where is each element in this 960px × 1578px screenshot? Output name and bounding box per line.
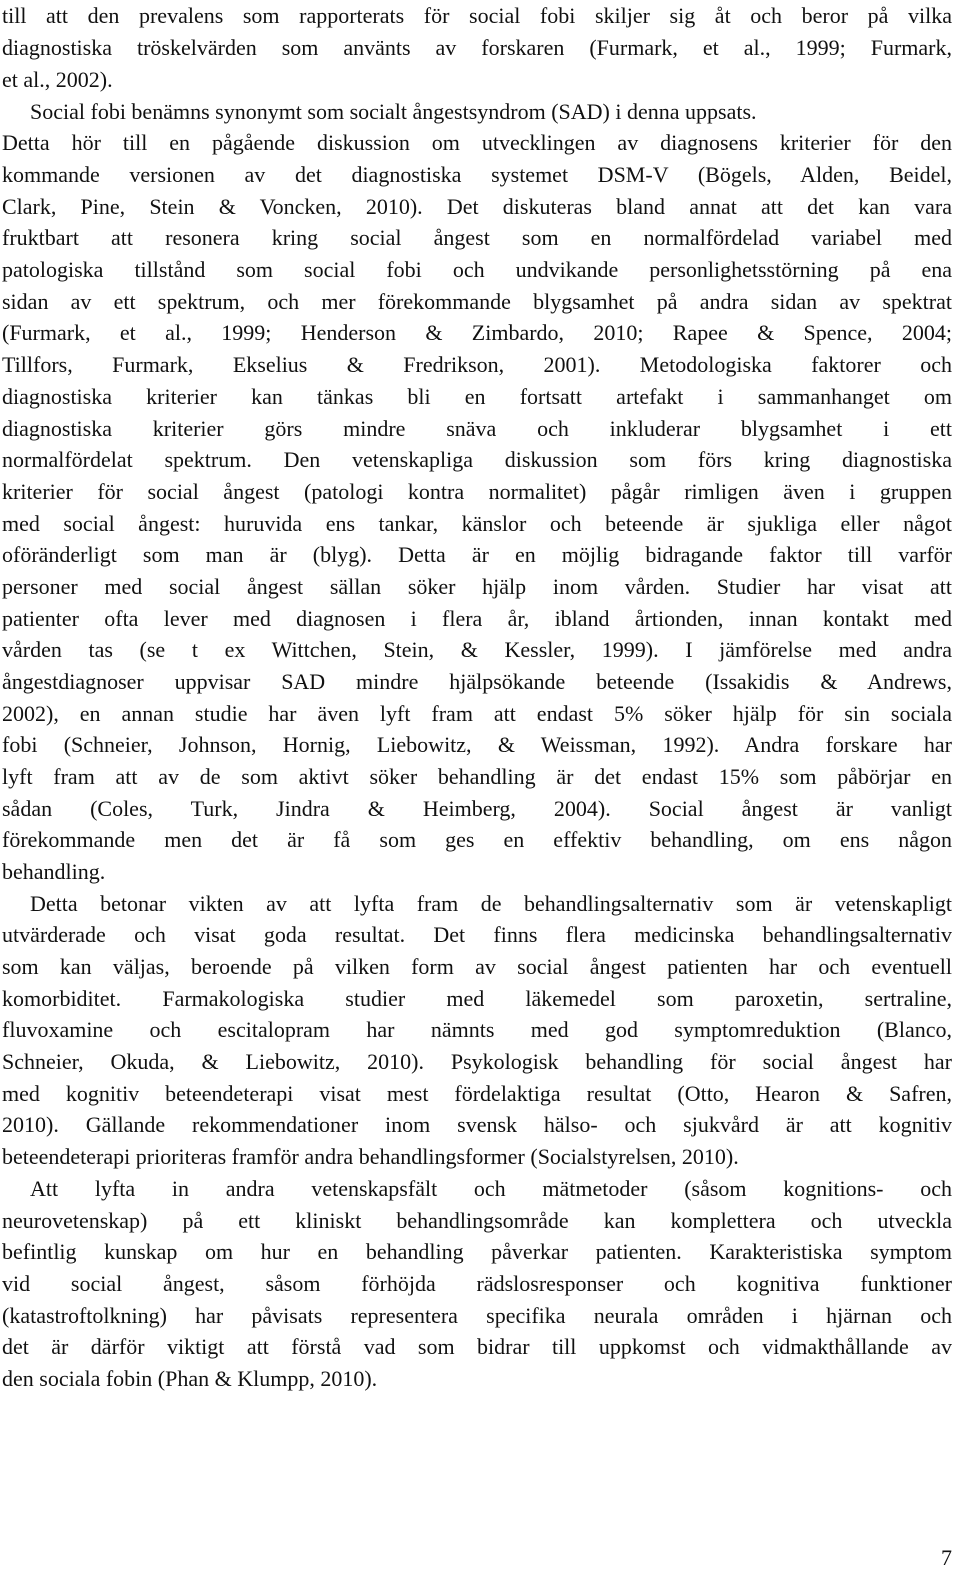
text-line: vården tas (se t ex Wittchen, Stein, & Kessler, 1999). I jämförelse med andra <box>2 637 952 662</box>
text-line: vid social ångest, såsom förhöjda rädslosresponser och kognitiva funktioner <box>2 1271 952 1296</box>
text-line: fruktbart att resonera kring social ångest som en normalfördelad variabel med <box>2 225 952 250</box>
text-line: Att lyfta in andra vetenskapsfält och mätmetoder (såsom kognitions- och <box>30 1176 952 1201</box>
text-line: med kognitiv beteendeterapi visat mest fördelaktiga resultat (Otto, Hearon & Safren, <box>2 1081 952 1106</box>
text-line: kommande versionen av det diagnostiska systemet DSM-V (Bögels, Alden, Beidel, <box>2 162 952 187</box>
text-line: sådan (Coles, Turk, Jindra & Heimberg, 2004). Social ångest är vanligt <box>2 796 952 821</box>
text-line: 2002), en annan studie har även lyft fram att endast 5% söker hjälp för sin sociala <box>2 701 952 726</box>
text-line: med social ångest: huruvida ens tankar, känslor och beteende är sjukliga eller något <box>2 511 952 536</box>
text-line: som kan väljas, beroende på vilken form av social ångest patienten har och eventuell <box>2 954 952 979</box>
text-line: diagnostiska kriterier kan tänkas bli en fortsatt artefakt i sammanhanget om <box>2 384 952 409</box>
text-line: kriterier för social ångest (patologi kontra normalitet) pågår rimligen även i gruppen <box>2 479 952 504</box>
text-line: det är därför viktigt att förstå vad som bidrar till uppkomst och vidmakthållande av <box>2 1334 952 1359</box>
text-line: fluvoxamine och escitalopram har nämnts med god symptomreduktion (Blanco, <box>2 1017 952 1042</box>
text-line: ångestdiagnoser uppvisar SAD mindre hjälpsökande beteende (Issakidis & Andrews, <box>2 669 952 694</box>
text-line: diagnostiska tröskelvärden som använts av forskaren (Furmark, et al., 1999; Furmark, <box>2 35 952 60</box>
text-line: neurovetenskap) på ett kliniskt behandlingsområde kan komplettera och utveckla <box>2 1208 952 1233</box>
text-line: Tillfors, Furmark, Ekselius & Fredrikson, 2001). Metodologiska faktorer och <box>2 352 952 377</box>
text-line: oföränderligt som man är (blyg). Detta är en möjlig bidragande faktor till varför <box>2 542 952 567</box>
text-line: komorbiditet. Farmakologiska studier med läkemedel som paroxetin, sertraline, <box>2 986 952 1011</box>
text-line: lyft fram att av de som aktivt söker behandling är det endast 15% som påbörjar en <box>2 764 952 789</box>
page-number: 7 <box>941 1545 952 1570</box>
text-line: Detta betonar vikten av att lyfta fram de behandlingsalternativ som är vetenskapligt <box>30 891 952 916</box>
text-line: sidan av ett spektrum, och mer förekommande blygsamhet på andra sidan av spektrat <box>2 289 952 314</box>
text-line: till att den prevalens som rapporterats för social fobi skiljer sig åt och beror på vilka <box>2 3 952 28</box>
text-line: Clark, Pine, Stein & Voncken, 2010). Det diskuteras bland annat att det kan vara <box>2 194 952 219</box>
text-line: den sociala fobin (Phan & Klumpp, 2010). <box>2 1366 378 1391</box>
text-line: 2010). Gällande rekommendationer inom svensk hälso- och sjukvård är att kognitiv <box>2 1112 952 1137</box>
text-line: patienter ofta lever med diagnosen i flera år, ibland årtionden, innan kontakt med <box>2 606 952 631</box>
text-line: behandling. <box>2 859 106 884</box>
text-line: patologiska tillstånd som social fobi och undvikande personlighetsstörning på ena <box>2 257 952 282</box>
text-line: förekommande men det är få som ges en effektiv behandling, om ens någon <box>2 827 952 852</box>
text-line: utvärderade och visat goda resultat. Det finns flera medicinska behandlingsalternativ <box>2 922 952 947</box>
text-line: personer med social ångest sällan söker hjälp inom vården. Studier har visat att <box>2 574 952 599</box>
text-line: diagnostiska kriterier görs mindre snäva och inkluderar blygsamhet i ett <box>2 416 952 441</box>
text-line: normalfördelat spektrum. Den vetenskapliga diskussion som förs kring diagnostiska <box>2 447 952 472</box>
text-line: Detta hör till en pågående diskussion om utvecklingen av diagnosens kriterier för den <box>2 130 952 155</box>
text-line: befintlig kunskap om hur en behandling påverkar patienten. Karakteristiska symptom <box>2 1239 952 1264</box>
text-line: fobi (Schneier, Johnson, Hornig, Liebowitz, & Weissman, 1992). Andra forskare har <box>2 732 952 757</box>
text-line: (katastroftolkning) har påvisats representera specifika neurala områden i hjärnan och <box>2 1303 952 1328</box>
text-line: Schneier, Okuda, & Liebowitz, 2010). Psykologisk behandling för social ångest har <box>2 1049 952 1074</box>
text-line: et al., 2002). <box>2 67 113 92</box>
text-line: beteendeterapi prioriteras framför andra behandlingsformer (Socialstyrelsen, 2010). <box>2 1144 739 1169</box>
text-line: Social fobi benämns synonymt som socialt ångestsyndrom (SAD) i denna uppsats. <box>30 99 757 124</box>
text-line: (Furmark, et al., 1999; Henderson & Zimbardo, 2010; Rapee & Spence, 2004; <box>2 320 952 345</box>
